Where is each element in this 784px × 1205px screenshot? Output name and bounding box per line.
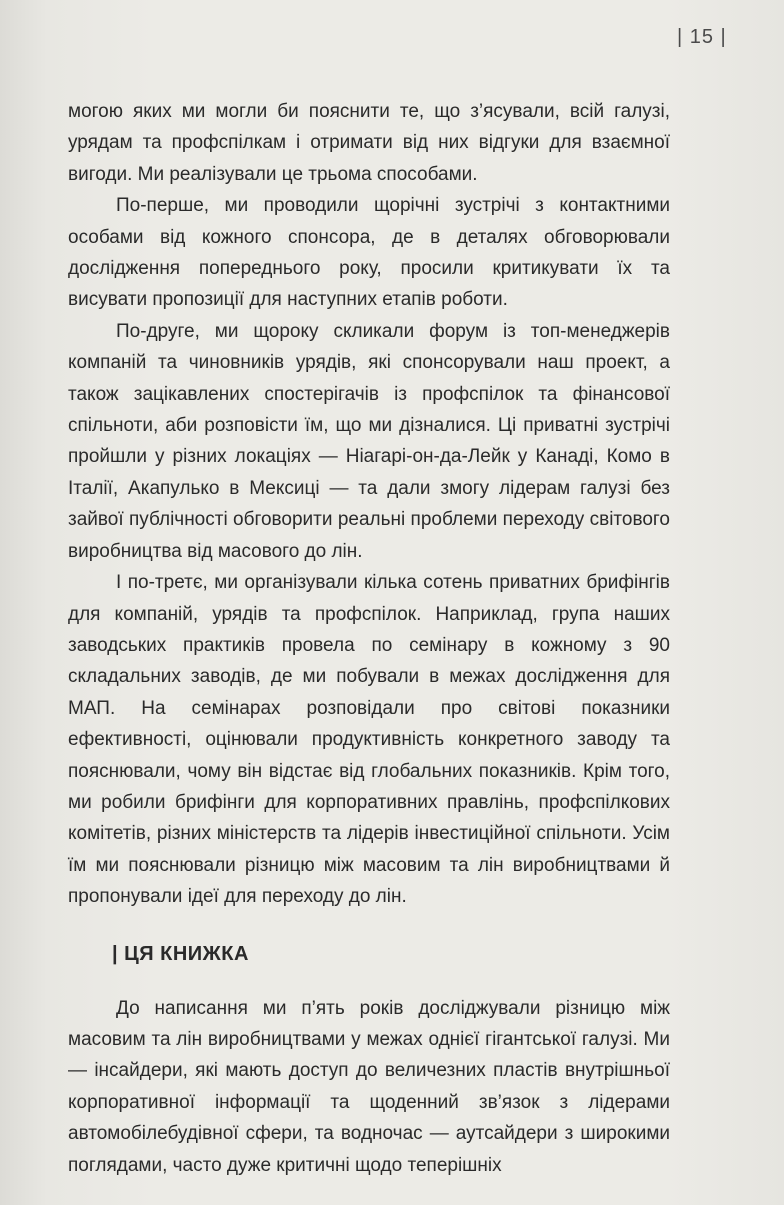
section-heading: [112, 941, 670, 967]
page-body: [68, 96, 670, 1181]
paragraph-continuation: могою яких ми могли би пояснити те, що з’ясували, всій галузі, урядам та профспілкам і отримати від них відгуки для взаємної вигоди. Ми реалізували це трьома способами.: [68, 101, 670, 185]
paragraph-second-way: По-друге, ми щороку скликали форум із топ-менеджерів компаній та чиновників урядів, які спонсорували наш проект, а також зацікавлених спостерігачів із профспілок та фінансової спільноти, аби розповісти їм, що ми дізналися. Ці приватні зустрічі пройшли у різних локаціях — Ніагарі-он-да-Лейк у Канаді, Комо в Італії, Акапулько в Мексиці — та дали змогу лідерам галузі без зайвої публічності обговорити реальні проблеми переходу світового виробництва від масового до лін.: [68, 320, 670, 562]
section-heading-title: ЦЯ КНИЖКА: [124, 942, 249, 965]
paragraph-first-way: По-перше, ми проводили щорічні зустрічі з контактними особами від кожного спонсора, де в деталях обговорювали дослідження попереднього року, просили критикувати їх та висувати пропозиції для наступних етапів роботи.: [68, 195, 670, 311]
page-number: | 15 |: [677, 26, 727, 48]
section-heading-bar: |: [112, 942, 119, 965]
paragraph-third-way: І по-третє, ми організували кілька сотень приватних брифінгів для компаній, урядів та профспілок. Наприклад, група наших заводських практиків провела по семінару в кожному з 90 складальних заводів, де ми побували в межах дослідження для МАП. На семінарах розповідали про світові показники ефективності, оцінювали продуктивність конкретного заводу та пояснювали, чому він відстає від глобальних показників. Крім того, ми робили брифінги для корпоративних правлінь, профспілкових комітетів, різних міністерств та лідерів інвестиційної спільноти. Усім їм ми пояснювали різницю між масовим та лін виробництвами й пропонували ідеї для переходу до лін.: [68, 572, 670, 908]
paragraph-this-book: До написання ми п’ять років досліджували різницю між масовим та лін виробництвами у межах однієї гігантської галузі. Ми — інсайдери, які мають доступ до величезних пластів внутрішньої корпоративної інформації та щоденний зв’язок з лідерами автомобілебудівної сфери, та водночас — аутсайдери з широкими поглядами, часто дуже критичні щодо теперішніх: [68, 997, 670, 1176]
